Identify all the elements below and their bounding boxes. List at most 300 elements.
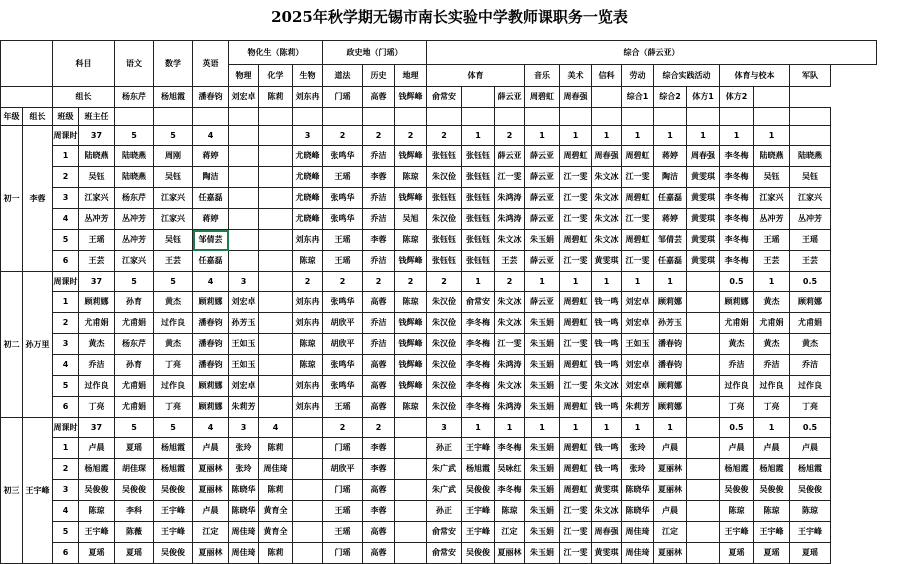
blank-cell[interactable] (363, 108, 395, 126)
teacher-cell[interactable]: 陈琼 (293, 355, 323, 376)
teacher-cell[interactable]: 乔洁 (363, 251, 395, 272)
teacher-cell[interactable] (395, 480, 427, 501)
blank-cell[interactable] (495, 108, 525, 126)
header-subject-cell[interactable]: 音乐 (525, 65, 560, 87)
teacher-cell[interactable]: 胡欣平 (323, 334, 363, 355)
leader-cell[interactable]: 周春强 (560, 87, 592, 108)
blank-cell[interactable] (592, 108, 622, 126)
teacher-cell[interactable]: 丁亮 (79, 397, 115, 418)
blank-cell[interactable] (293, 108, 323, 126)
teacher-cell[interactable]: 尤甫娟 (79, 313, 115, 334)
teacher-cell[interactable]: 过作良 (154, 376, 193, 397)
teacher-cell[interactable]: 薛云亚 (525, 209, 560, 230)
hours-cell[interactable] (259, 272, 293, 292)
teacher-cell[interactable] (259, 397, 293, 418)
teacher-cell[interactable]: 陶洁 (193, 167, 229, 188)
header-subject-cell[interactable]: 历史 (363, 65, 395, 87)
teacher-cell[interactable]: 张鸣华 (323, 209, 363, 230)
class-number[interactable]: 1 (53, 438, 79, 459)
header-math[interactable]: 数学 (154, 41, 193, 87)
teacher-cell[interactable]: 王宇峰 (462, 438, 495, 459)
teacher-cell[interactable]: 朱玉娟 (525, 522, 560, 543)
header-subject-cell[interactable]: 军队 (790, 65, 831, 87)
teacher-cell[interactable]: 王宇峰 (154, 501, 193, 522)
teacher-cell[interactable]: 顾莉娜 (654, 292, 687, 313)
teacher-cell[interactable]: 门瑶 (323, 438, 363, 459)
hours-cell[interactable]: 1 (754, 126, 790, 146)
teacher-cell[interactable] (229, 188, 259, 209)
blank-cell[interactable] (654, 108, 687, 126)
teacher-cell[interactable]: 周碧虹 (622, 230, 654, 251)
hours-cell[interactable]: 2 (323, 272, 363, 292)
teacher-cell[interactable] (293, 522, 323, 543)
teacher-cell[interactable]: 胡欣平 (323, 459, 363, 480)
teacher-cell[interactable]: 朱玉娟 (525, 459, 560, 480)
teacher-cell[interactable]: 江一雯 (560, 188, 592, 209)
hours-cell[interactable]: 5 (154, 272, 193, 292)
teacher-cell[interactable]: 周碧虹 (560, 480, 592, 501)
header-subject-cell[interactable]: 化学 (259, 65, 293, 87)
teacher-cell[interactable]: 顾莉娜 (193, 397, 229, 418)
class-number[interactable]: 5 (53, 230, 79, 251)
teacher-cell[interactable]: 丁亮 (154, 397, 193, 418)
teacher-cell[interactable]: 李蓉 (363, 438, 395, 459)
teacher-cell[interactable]: 朱玉娟 (525, 397, 560, 418)
teacher-cell[interactable]: 丁亮 (720, 397, 754, 418)
teacher-cell[interactable]: 夏丽林 (193, 480, 229, 501)
teacher-cell[interactable]: 朱玉娟 (525, 376, 560, 397)
teacher-cell[interactable]: 夏瑶 (79, 543, 115, 564)
header-subject-cell[interactable]: 美术 (560, 65, 592, 87)
teacher-cell[interactable]: 任嘉磊 (193, 188, 229, 209)
teacher-cell[interactable]: 陈琼 (293, 251, 323, 272)
teacher-cell[interactable]: 朱玉娟 (525, 334, 560, 355)
teacher-cell[interactable]: 朱文冰 (592, 188, 622, 209)
hours-cell[interactable]: 1 (560, 126, 592, 146)
teacher-cell[interactable] (293, 543, 323, 564)
teacher-cell[interactable]: 卢晨 (193, 438, 229, 459)
teacher-cell[interactable] (259, 376, 293, 397)
teacher-cell[interactable]: 周碧虹 (560, 397, 592, 418)
teacher-cell[interactable]: 李冬梅 (462, 334, 495, 355)
grade-leader-name[interactable]: 李蓉 (23, 126, 53, 272)
teacher-cell[interactable]: 杨旭霞 (462, 459, 495, 480)
teacher-cell[interactable]: 朱玉娟 (525, 355, 560, 376)
teacher-cell[interactable]: 王宇峰 (754, 522, 790, 543)
teacher-cell[interactable] (687, 397, 720, 418)
teacher-cell[interactable]: 卢晨 (720, 438, 754, 459)
leader-cell[interactable]: 刘宏卓 (229, 87, 259, 108)
teacher-cell[interactable]: 潘春钧 (193, 355, 229, 376)
hours-cell[interactable]: 1 (622, 418, 654, 438)
teacher-cell[interactable]: 李冬梅 (462, 397, 495, 418)
teacher-cell[interactable]: 孙芳玉 (654, 313, 687, 334)
blank-cell[interactable] (622, 108, 654, 126)
teacher-cell[interactable]: 朱文冰 (495, 313, 525, 334)
hours-cell[interactable]: 2 (395, 272, 427, 292)
teacher-cell[interactable]: 尤晓峰 (293, 188, 323, 209)
teacher-cell[interactable]: 吴旭 (395, 209, 427, 230)
teacher-cell[interactable] (259, 230, 293, 251)
teacher-cell[interactable]: 孙育 (115, 355, 154, 376)
hours-cell[interactable]: 1 (462, 272, 495, 292)
teacher-cell[interactable]: 乔洁 (79, 355, 115, 376)
grade-name[interactable]: 初一 (1, 126, 23, 272)
hours-cell[interactable]: 1 (622, 272, 654, 292)
teacher-cell[interactable]: 王芸 (154, 251, 193, 272)
teacher-cell[interactable]: 乔洁 (363, 334, 395, 355)
teacher-cell[interactable] (259, 167, 293, 188)
teacher-cell[interactable]: 邹倩芸 (654, 230, 687, 251)
teacher-cell[interactable]: 任嘉磊 (193, 251, 229, 272)
teacher-cell[interactable]: 高蓉 (363, 543, 395, 564)
hours-cell[interactable]: 3 (427, 418, 462, 438)
hours-cell[interactable]: 1 (592, 272, 622, 292)
leader-cell[interactable]: 潘春钧 (193, 87, 229, 108)
teacher-cell[interactable]: 陈琼 (754, 501, 790, 522)
teacher-cell[interactable]: 吴俊俊 (754, 480, 790, 501)
blank-cell[interactable] (115, 108, 154, 126)
class-number[interactable]: 2 (53, 459, 79, 480)
teacher-cell[interactable]: 顾莉娜 (654, 397, 687, 418)
teacher-cell[interactable]: 朱文冰 (592, 167, 622, 188)
teacher-cell[interactable]: 钱一鸣 (592, 334, 622, 355)
hours-cell[interactable] (229, 126, 259, 146)
teacher-cell[interactable]: 江一雯 (560, 167, 592, 188)
teacher-cell[interactable]: 王瑶 (323, 251, 363, 272)
teacher-cell[interactable]: 朱文冰 (592, 230, 622, 251)
blank-cell[interactable] (790, 108, 831, 126)
teacher-cell[interactable]: 李蓉 (363, 167, 395, 188)
teacher-cell[interactable]: 江定 (654, 522, 687, 543)
class-number[interactable]: 2 (53, 313, 79, 334)
teacher-cell[interactable]: 钱辉峰 (395, 188, 427, 209)
teacher-cell[interactable]: 夏丽林 (654, 543, 687, 564)
teacher-cell[interactable]: 周碧虹 (560, 355, 592, 376)
teacher-cell[interactable]: 陈晓华 (229, 501, 259, 522)
teacher-cell[interactable]: 朱汉俭 (427, 313, 462, 334)
teacher-cell[interactable]: 周碧虹 (622, 188, 654, 209)
teacher-cell[interactable]: 过作良 (154, 313, 193, 334)
class-number[interactable]: 6 (53, 397, 79, 418)
teacher-cell[interactable]: 俞常安 (462, 292, 495, 313)
teacher-cell[interactable]: 江家兴 (790, 188, 831, 209)
teacher-cell[interactable]: 刘宏卓 (622, 313, 654, 334)
teacher-cell[interactable]: 尤甫娟 (115, 313, 154, 334)
teacher-cell[interactable]: 王瑶 (323, 167, 363, 188)
teacher-cell[interactable]: 陆晓燕 (115, 146, 154, 167)
teacher-cell[interactable]: 刘东冉 (293, 230, 323, 251)
teacher-cell[interactable] (687, 355, 720, 376)
hours-cell[interactable]: 2 (495, 126, 525, 146)
teacher-cell[interactable]: 顾莉娜 (193, 292, 229, 313)
teacher-cell[interactable]: 江一雯 (495, 334, 525, 355)
leader-cell[interactable]: 薛云亚 (495, 87, 525, 108)
teacher-cell[interactable] (229, 251, 259, 272)
blank-cell[interactable] (462, 108, 495, 126)
teacher-cell[interactable]: 陈琼 (395, 292, 427, 313)
teacher-cell[interactable]: 尤晓峰 (293, 146, 323, 167)
teacher-cell[interactable]: 江一雯 (560, 543, 592, 564)
teacher-cell[interactable]: 刘宏卓 (622, 376, 654, 397)
hours-cell[interactable]: 1 (560, 272, 592, 292)
hours-cell[interactable]: 1 (622, 126, 654, 146)
teacher-cell[interactable]: 王芸 (495, 251, 525, 272)
teacher-cell[interactable]: 李冬梅 (720, 167, 754, 188)
teacher-cell[interactable] (687, 501, 720, 522)
hours-cell[interactable]: 4 (259, 418, 293, 438)
hours-cell[interactable]: 2 (427, 272, 462, 292)
teacher-cell[interactable]: 钱一鸣 (592, 438, 622, 459)
teacher-cell[interactable]: 夏瑶 (720, 543, 754, 564)
teacher-cell[interactable]: 周刚 (154, 146, 193, 167)
teacher-cell[interactable]: 杨东芹 (115, 334, 154, 355)
teacher-cell[interactable]: 江一雯 (622, 167, 654, 188)
teacher-cell[interactable]: 卢晨 (193, 501, 229, 522)
teacher-cell[interactable]: 江定 (193, 522, 229, 543)
leader-cell[interactable]: 周碧虹 (525, 87, 560, 108)
teacher-cell[interactable]: 周春强 (592, 146, 622, 167)
class-number[interactable]: 5 (53, 522, 79, 543)
teacher-cell[interactable]: 钱辉峰 (395, 251, 427, 272)
teacher-cell[interactable] (259, 209, 293, 230)
teacher-cell[interactable]: 张钰钰 (427, 146, 462, 167)
teacher-cell[interactable]: 陆晓燕 (115, 167, 154, 188)
teacher-cell[interactable]: 周佳琦 (229, 543, 259, 564)
hours-cell[interactable]: 5 (115, 272, 154, 292)
hours-cell[interactable]: 1 (654, 126, 687, 146)
teacher-cell[interactable]: 朱汉俭 (427, 334, 462, 355)
teacher-cell[interactable]: 李冬梅 (462, 313, 495, 334)
hours-cell[interactable] (395, 418, 427, 438)
teacher-cell[interactable]: 乔洁 (363, 313, 395, 334)
teacher-cell[interactable]: 黄杰 (154, 292, 193, 313)
header-subject-cell[interactable]: 地理 (395, 65, 427, 87)
teacher-cell[interactable]: 江家兴 (154, 188, 193, 209)
hours-cell[interactable]: 2 (427, 126, 462, 146)
hours-cell[interactable]: 周课时 (53, 126, 79, 146)
class-number[interactable]: 4 (53, 209, 79, 230)
teacher-cell[interactable]: 丁亮 (754, 397, 790, 418)
teacher-cell[interactable]: 刘东冉 (293, 397, 323, 418)
teacher-cell[interactable]: 顾莉娜 (720, 292, 754, 313)
teacher-cell[interactable]: 夏瑶 (115, 438, 154, 459)
teacher-cell[interactable]: 黄雯琪 (687, 209, 720, 230)
teacher-cell[interactable]: 朱玉娟 (525, 480, 560, 501)
blank-cell[interactable] (395, 108, 427, 126)
teacher-cell[interactable]: 朱玉娟 (525, 501, 560, 522)
teacher-cell[interactable]: 黄雯琪 (687, 230, 720, 251)
teacher-cell[interactable]: 王瑶 (323, 522, 363, 543)
hours-cell[interactable]: 1 (525, 272, 560, 292)
teacher-cell[interactable]: 张钰钰 (427, 230, 462, 251)
teacher-cell[interactable]: 夏丽林 (193, 543, 229, 564)
grade-label[interactable]: 年级 (1, 108, 23, 126)
teacher-cell[interactable]: 陈莉 (259, 438, 293, 459)
teacher-cell[interactable]: 钱辉峰 (395, 376, 427, 397)
teacher-cell[interactable]: 夏瑶 (790, 543, 831, 564)
teacher-cell[interactable]: 江一雯 (560, 501, 592, 522)
teacher-cell[interactable]: 朱文冰 (495, 230, 525, 251)
teacher-cell[interactable]: 高蓉 (363, 292, 395, 313)
teacher-cell[interactable]: 王宇峰 (790, 522, 831, 543)
teacher-cell[interactable]: 尤晓峰 (293, 209, 323, 230)
blank-cell[interactable] (525, 108, 560, 126)
teacher-cell[interactable]: 陈琼 (395, 230, 427, 251)
teacher-cell[interactable]: 顾莉娜 (79, 292, 115, 313)
teacher-cell[interactable]: 高蓉 (363, 376, 395, 397)
leader-cell[interactable]: 杨旭霞 (154, 87, 193, 108)
teacher-cell[interactable]: 朱汉俭 (427, 209, 462, 230)
teacher-cell[interactable]: 王宇峰 (462, 522, 495, 543)
header-english[interactable]: 英语 (193, 41, 229, 87)
teacher-cell[interactable]: 张鸣华 (323, 355, 363, 376)
teacher-cell[interactable]: 丛冲芳 (790, 209, 831, 230)
teacher-cell[interactable]: 夏瑶 (115, 543, 154, 564)
teacher-cell[interactable]: 孙正 (427, 501, 462, 522)
teacher-cell[interactable]: 黄雯琪 (592, 251, 622, 272)
teacher-cell[interactable] (259, 313, 293, 334)
header-subject-cell[interactable]: 信科 (592, 65, 622, 87)
teacher-cell[interactable]: 周碧虹 (560, 292, 592, 313)
hours-cell[interactable]: 2 (323, 418, 363, 438)
teacher-cell[interactable]: 江家兴 (79, 188, 115, 209)
hours-cell[interactable]: 37 (79, 418, 115, 438)
teacher-cell[interactable]: 陆晓燕 (790, 146, 831, 167)
teacher-cell[interactable]: 黄杰 (154, 334, 193, 355)
teacher-cell[interactable]: 丁亮 (154, 355, 193, 376)
teacher-cell[interactable] (395, 459, 427, 480)
teacher-cell[interactable]: 张钰钰 (462, 209, 495, 230)
teacher-cell[interactable]: 钱辉峰 (395, 355, 427, 376)
teacher-cell[interactable]: 王如玉 (229, 355, 259, 376)
teacher-cell[interactable]: 丛冲芳 (79, 209, 115, 230)
teacher-cell[interactable]: 任嘉磊 (654, 188, 687, 209)
teacher-cell[interactable]: 王瑶 (323, 501, 363, 522)
teacher-cell[interactable]: 陈莉 (259, 543, 293, 564)
teacher-cell[interactable]: 孙芳玉 (229, 313, 259, 334)
teacher-cell[interactable]: 王芸 (79, 251, 115, 272)
teacher-cell[interactable]: 过作良 (790, 376, 831, 397)
teacher-cell[interactable]: 江一雯 (560, 334, 592, 355)
hours-cell[interactable]: 2 (395, 126, 427, 146)
hours-cell[interactable]: 1 (462, 418, 495, 438)
leader-cell[interactable] (754, 87, 790, 108)
teacher-cell[interactable]: 蒋婷 (193, 146, 229, 167)
leader-cell[interactable]: 综合1 (622, 87, 654, 108)
class-number[interactable]: 4 (53, 501, 79, 522)
hours-cell[interactable]: 4 (193, 418, 229, 438)
teacher-cell[interactable]: 钱一鸣 (592, 292, 622, 313)
teacher-cell[interactable]: 吴俊俊 (462, 543, 495, 564)
teacher-cell[interactable] (395, 543, 427, 564)
teacher-cell[interactable]: 高蓉 (363, 522, 395, 543)
teacher-cell[interactable]: 张钰钰 (462, 251, 495, 272)
teacher-cell[interactable]: 夏丽林 (654, 459, 687, 480)
teacher-cell[interactable] (259, 292, 293, 313)
hours-cell[interactable]: 周课时 (53, 272, 79, 292)
teacher-cell[interactable]: 黄雯琪 (687, 188, 720, 209)
teacher-cell[interactable]: 周碧虹 (560, 313, 592, 334)
class-number[interactable]: 1 (53, 146, 79, 167)
teacher-cell[interactable]: 王瑶 (790, 230, 831, 251)
teacher-cell[interactable]: 钱一鸣 (592, 313, 622, 334)
teacher-cell[interactable]: 乔洁 (790, 355, 831, 376)
teacher-cell[interactable]: 钱辉峰 (395, 334, 427, 355)
leader-cell[interactable]: 俞常安 (427, 87, 462, 108)
teacher-cell[interactable]: 江一雯 (622, 209, 654, 230)
teacher-cell[interactable]: 李冬梅 (495, 480, 525, 501)
teacher-cell[interactable]: 张鸣华 (323, 188, 363, 209)
hours-cell[interactable]: 4 (193, 272, 229, 292)
teacher-cell[interactable]: 陈琼 (720, 501, 754, 522)
teacher-cell[interactable]: 高蓉 (363, 355, 395, 376)
teacher-cell[interactable]: 张玲 (229, 438, 259, 459)
hours-cell[interactable]: 5 (154, 126, 193, 146)
teacher-cell[interactable]: 孙育 (115, 292, 154, 313)
teacher-cell[interactable]: 刘东冉 (293, 292, 323, 313)
leader-cell[interactable]: 高蓉 (363, 87, 395, 108)
teacher-cell[interactable]: 张钰钰 (462, 188, 495, 209)
teacher-cell[interactable]: 李冬梅 (720, 209, 754, 230)
teacher-cell[interactable]: 李蓉 (363, 230, 395, 251)
teacher-cell[interactable]: 朱鸿涛 (495, 209, 525, 230)
teacher-cell[interactable]: 吴咏红 (495, 459, 525, 480)
blank-cell[interactable] (323, 108, 363, 126)
teacher-cell[interactable]: 朱汉俭 (427, 397, 462, 418)
teacher-cell[interactable]: 朱汉俭 (427, 292, 462, 313)
leader-cell[interactable]: 综合2 (654, 87, 687, 108)
hours-cell[interactable]: 1 (525, 126, 560, 146)
hours-cell[interactable]: 2 (363, 272, 395, 292)
teacher-cell[interactable]: 张钰钰 (462, 146, 495, 167)
teacher-cell[interactable]: 江定 (495, 522, 525, 543)
teacher-cell[interactable]: 夏丽林 (654, 480, 687, 501)
hours-cell[interactable]: 2 (363, 418, 395, 438)
class-label[interactable]: 班级 (53, 108, 79, 126)
class-number[interactable]: 5 (53, 376, 79, 397)
teacher-cell[interactable]: 周碧虹 (560, 230, 592, 251)
hours-cell[interactable]: 37 (79, 272, 115, 292)
teacher-cell[interactable]: 朱鸿涛 (495, 397, 525, 418)
teacher-cell[interactable]: 夏丽林 (193, 459, 229, 480)
teacher-cell[interactable]: 陈薇 (115, 522, 154, 543)
leader-cell[interactable]: 体方1 (687, 87, 720, 108)
teacher-cell[interactable]: 陆晓燕 (79, 146, 115, 167)
grade-name[interactable]: 初二 (1, 272, 23, 418)
hours-cell[interactable]: 4 (193, 126, 229, 146)
teacher-cell[interactable]: 张鸣华 (323, 292, 363, 313)
teacher-cell[interactable]: 过作良 (79, 376, 115, 397)
header-comprehensive-group[interactable]: 综合（薛云亚） (427, 41, 877, 65)
teacher-cell[interactable]: 江家兴 (754, 188, 790, 209)
teacher-cell[interactable]: 卢晨 (654, 501, 687, 522)
teacher-cell[interactable] (293, 438, 323, 459)
blank-cell[interactable] (229, 108, 259, 126)
teacher-cell[interactable]: 吴俊俊 (154, 543, 193, 564)
teacher-cell[interactable]: 朱玉娟 (525, 543, 560, 564)
blank-cell[interactable] (754, 108, 790, 126)
teacher-cell[interactable]: 任嘉磊 (654, 251, 687, 272)
teacher-cell[interactable]: 王瑶 (323, 397, 363, 418)
teacher-cell[interactable]: 王宇峰 (154, 522, 193, 543)
hours-cell[interactable]: 0.5 (720, 272, 754, 292)
teacher-cell[interactable]: 李冬梅 (720, 230, 754, 251)
teacher-cell[interactable]: 潘春钧 (654, 355, 687, 376)
teacher-cell[interactable]: 李冬梅 (720, 251, 754, 272)
hours-cell[interactable]: 1 (720, 126, 754, 146)
teacher-cell[interactable]: 杨旭霞 (154, 438, 193, 459)
